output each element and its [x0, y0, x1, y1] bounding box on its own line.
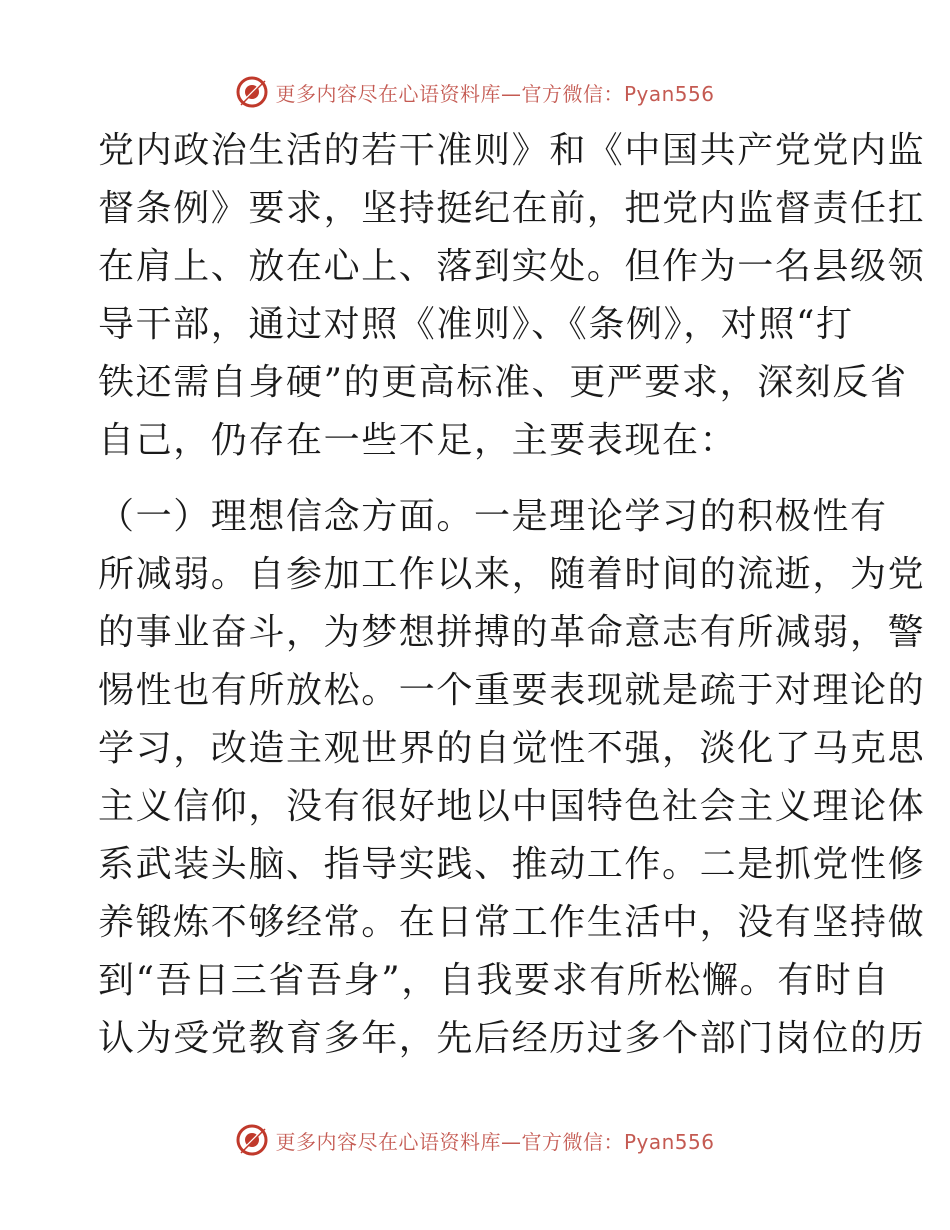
text-line: 所减弱。自参加工作以来，随着时间的流逝，为党	[98, 554, 926, 595]
text-line: （一）理想信念方面。一是理论学习的积极性有	[98, 496, 888, 537]
text-line: 铁还需自身硬”的更高标准、更严要求，深刻反省	[98, 362, 908, 403]
document-body	[98, 122, 926, 1068]
paragraph-2	[98, 488, 926, 1068]
text-line: 党内政治生活的若干准则》和《中国共产党党内监	[98, 130, 926, 171]
paragraph-spacer	[98, 470, 858, 488]
text-line: 督条例》要求，坚持挺纪在前，把党内监督责任扛	[98, 188, 926, 229]
text-line: 系武装头脑、指导实践、推动工作。二是抓党性修	[98, 844, 926, 885]
text-line: 的事业奋斗，为梦想拼搏的革命意志有所减弱，警	[98, 612, 926, 653]
text-line: 学习，改造主观世界的自觉性不强，淡化了马克思	[98, 728, 926, 769]
text-line: 在肩上、放在心上、落到实处。但作为一名县级领	[98, 246, 926, 287]
paragraph-1	[98, 122, 926, 470]
header-banner-text: 更多内容尽在心语资料库—官方微信：Pyan556	[275, 81, 715, 106]
text-line: 主义信仰，没有很好地以中国特色社会主义理论体	[98, 786, 926, 827]
seal-logo-icon	[235, 75, 269, 109]
text-line: 养锻炼不够经常。在日常工作生活中，没有坚持做	[98, 902, 926, 943]
header-banner	[0, 72, 950, 112]
footer-banner	[0, 1120, 950, 1160]
text-line: 自己，仍存在一些不足，主要表现在：	[98, 420, 738, 461]
text-line: 惕性也有所放松。一个重要表现就是疏于对理论的	[98, 670, 926, 711]
text-line: 到“吾日三省吾身”，自我要求有所松懈。有时自	[98, 960, 891, 1001]
text-line: 认为受党教育多年，先后经历过多个部门岗位的历	[98, 1018, 926, 1059]
text-line: 导干部，通过对照《准则》、《条例》，对照“打	[98, 304, 854, 345]
seal-logo-icon	[235, 1123, 269, 1157]
footer-banner-text: 更多内容尽在心语资料库—官方微信：Pyan556	[275, 1129, 715, 1154]
